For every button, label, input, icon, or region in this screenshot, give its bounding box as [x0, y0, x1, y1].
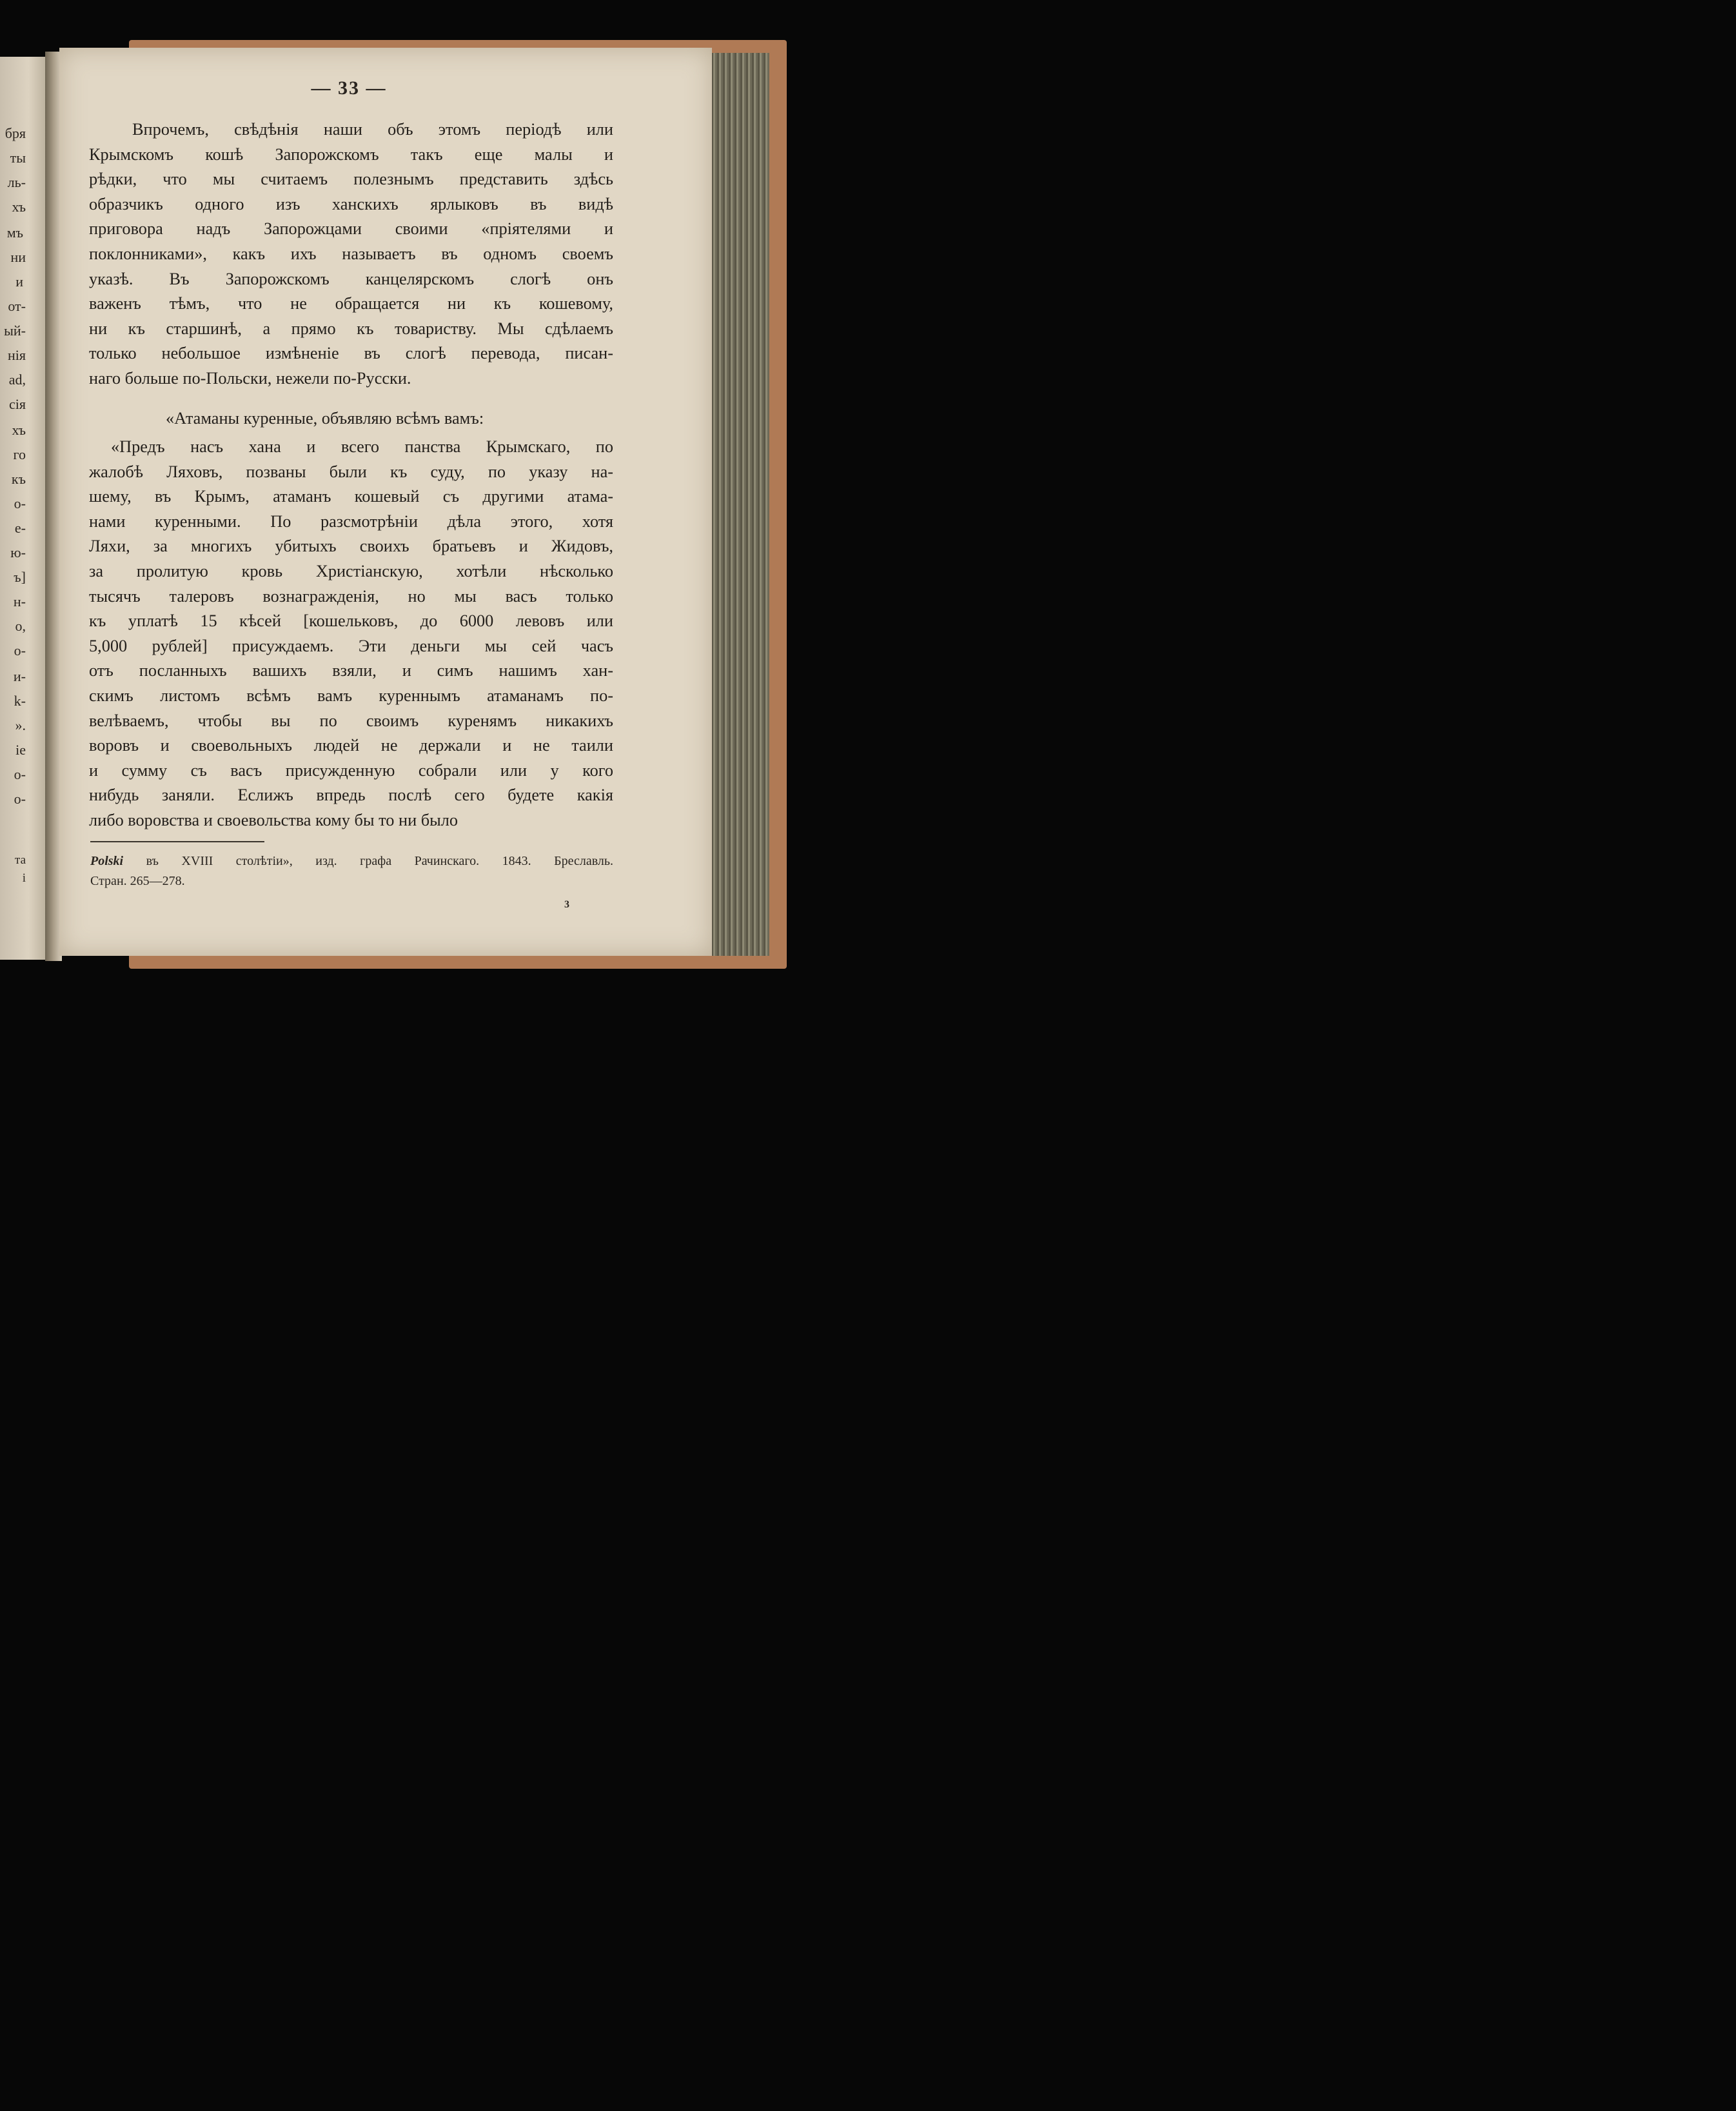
left-page-fragment: е- [14, 520, 26, 536]
paragraph-2-line: нибудь заняли. Еслижъ впредь послѣ сего будете какія [89, 786, 613, 805]
left-page-fragment: нія [7, 347, 26, 363]
paragraph-2-line: либо воровства и своевольства кому бы то ни было [89, 811, 459, 829]
left-page-fragment: го [13, 446, 26, 462]
left-page-fragment: н- [13, 593, 26, 610]
left-page-fragment: ый- [4, 322, 26, 339]
paragraph-2-line: жалобѣ Ляховъ, позваны были къ суду, по указу на- [89, 462, 613, 481]
paragraph-1-line: приговора надъ Запорожцами своими «пріятелями и [89, 219, 613, 239]
left-page-fragment: ль- [7, 174, 26, 190]
paragraph-1-line: важенъ тѣмъ, что не обращается ни къ кошевому, [89, 294, 613, 313]
left-page-fragment: къ [11, 471, 26, 487]
left-page-fragment: ъ] [14, 569, 26, 585]
paragraph-2-line: за пролитую кровь Христіанскую, хотѣли нѣсколько [89, 562, 613, 580]
paragraph-2-line: велѣваемъ, чтобы вы по своимъ куренямъ никакихъ [89, 711, 613, 730]
left-page-fragment: іе [15, 742, 26, 758]
quote-heading: «Атаманы куренные, объявляю всѣмъ вамъ: [166, 409, 484, 428]
paragraph-2-line: воровъ и своевольныхъ людей не держали и не таили [89, 736, 613, 755]
left-page-fragment: ю- [10, 544, 26, 560]
paragraph-2-line: скимъ листомъ всѣмъ вамъ куреннымъ атаманамъ по- [89, 686, 613, 705]
left-page-fragment: о- [14, 791, 26, 807]
footnote-line-2: Стран. 265—278. [90, 874, 185, 888]
paragraph-2-line: отъ посланныхъ вашихъ взяли, и симъ нашимъ хан- [89, 661, 613, 680]
page-edges [709, 53, 769, 956]
left-page-fragment: хъ [12, 199, 26, 215]
left-page-fragment: ты [10, 150, 26, 166]
paragraph-2-line: тысячъ талеровъ вознагражденія, но мы васъ только [89, 586, 613, 606]
left-page-fragment: о- [14, 642, 26, 659]
left-page-fragment: ни [10, 249, 26, 265]
left-page-fragment: от- [8, 298, 26, 314]
paragraph-2-line: Ляхи, за многихъ убитыхъ своихъ братьевъ и Жидовъ, [89, 537, 613, 556]
left-page-fragment: k- [14, 693, 26, 709]
paragraph-1-line: указѣ. Въ Запорожскомъ канцелярскомъ слогѣ онъ [89, 269, 613, 288]
paragraph-1-line: Впрочемъ, свѣдѣнія наши объ этомъ періодѣ или [132, 120, 613, 139]
paragraph-1-line: рѣдки, что мы считаемъ полезнымъ представить здѣсь [89, 170, 613, 189]
left-page-fragment: та [15, 853, 26, 867]
paragraph-1-line: поклонниками», какъ ихъ называетъ въ одномъ своемъ [89, 244, 613, 263]
left-page-fragment: і [22, 871, 26, 885]
paragraph-1-line: ни къ старшинѣ, а прямо къ товариству. Мы сдѣлаемъ [89, 319, 613, 338]
paragraph-2-line: нами куренными. По разсмотрѣніи дѣла этого, хотя [89, 511, 613, 531]
left-page-fragment: ad, [8, 372, 26, 388]
footnote-rest: въ XVIII столѣтіи», изд. графа Рачинскаго. 1843. Бреславль. [146, 854, 613, 868]
paragraph-1-line: образчикъ одного изъ ханскихъ ярлыковъ въ видѣ [89, 194, 613, 213]
left-page-fragment: сія [9, 396, 26, 412]
left-page-sliver [0, 57, 48, 960]
left-page-fragment: мъ [6, 224, 23, 241]
footnote-line-1 [90, 855, 613, 867]
paragraph-1-line: Крымскомъ кошѣ Запорожскомъ такъ еще малы и [89, 144, 613, 164]
footnote-italic: Polski [90, 854, 124, 868]
signature-mark: 3 [564, 899, 569, 910]
paragraph-2-line: 5,000 рублей] присуждаемъ. Эти деньги мы сей часъ [89, 636, 613, 655]
page-number: — 33 — [311, 77, 387, 99]
left-page-fragment: и [15, 273, 23, 290]
left-page-fragment: о, [15, 618, 26, 634]
paragraph-2-line: шему, въ Крымъ, атаманъ кошевый съ другими атама- [89, 487, 613, 506]
paragraph-2-line: и сумму съ васъ присужденную собрали или у кого [89, 760, 613, 780]
left-page-fragment: ». [15, 717, 26, 733]
left-page-fragment: бря [5, 125, 26, 141]
left-page-fragment: о- [14, 766, 26, 782]
paragraph-2-line: «Предъ насъ хана и всего панства Крымскаго, по [111, 437, 613, 456]
left-page-fragment: хъ [12, 422, 26, 438]
paragraph-1-line: только небольшое измѣненіе въ слогѣ перевода, писан- [89, 344, 613, 363]
left-page-fragment: о- [14, 495, 26, 511]
paragraph-1-line: наго больше по-Польски, нежели по-Русски. [89, 369, 411, 388]
footnote-rule [90, 841, 264, 842]
paragraph-2-line: къ уплатѣ 15 кѣсей [кошельковъ, до 6000 левовъ или [89, 611, 613, 631]
left-page-fragment: и- [13, 668, 26, 684]
